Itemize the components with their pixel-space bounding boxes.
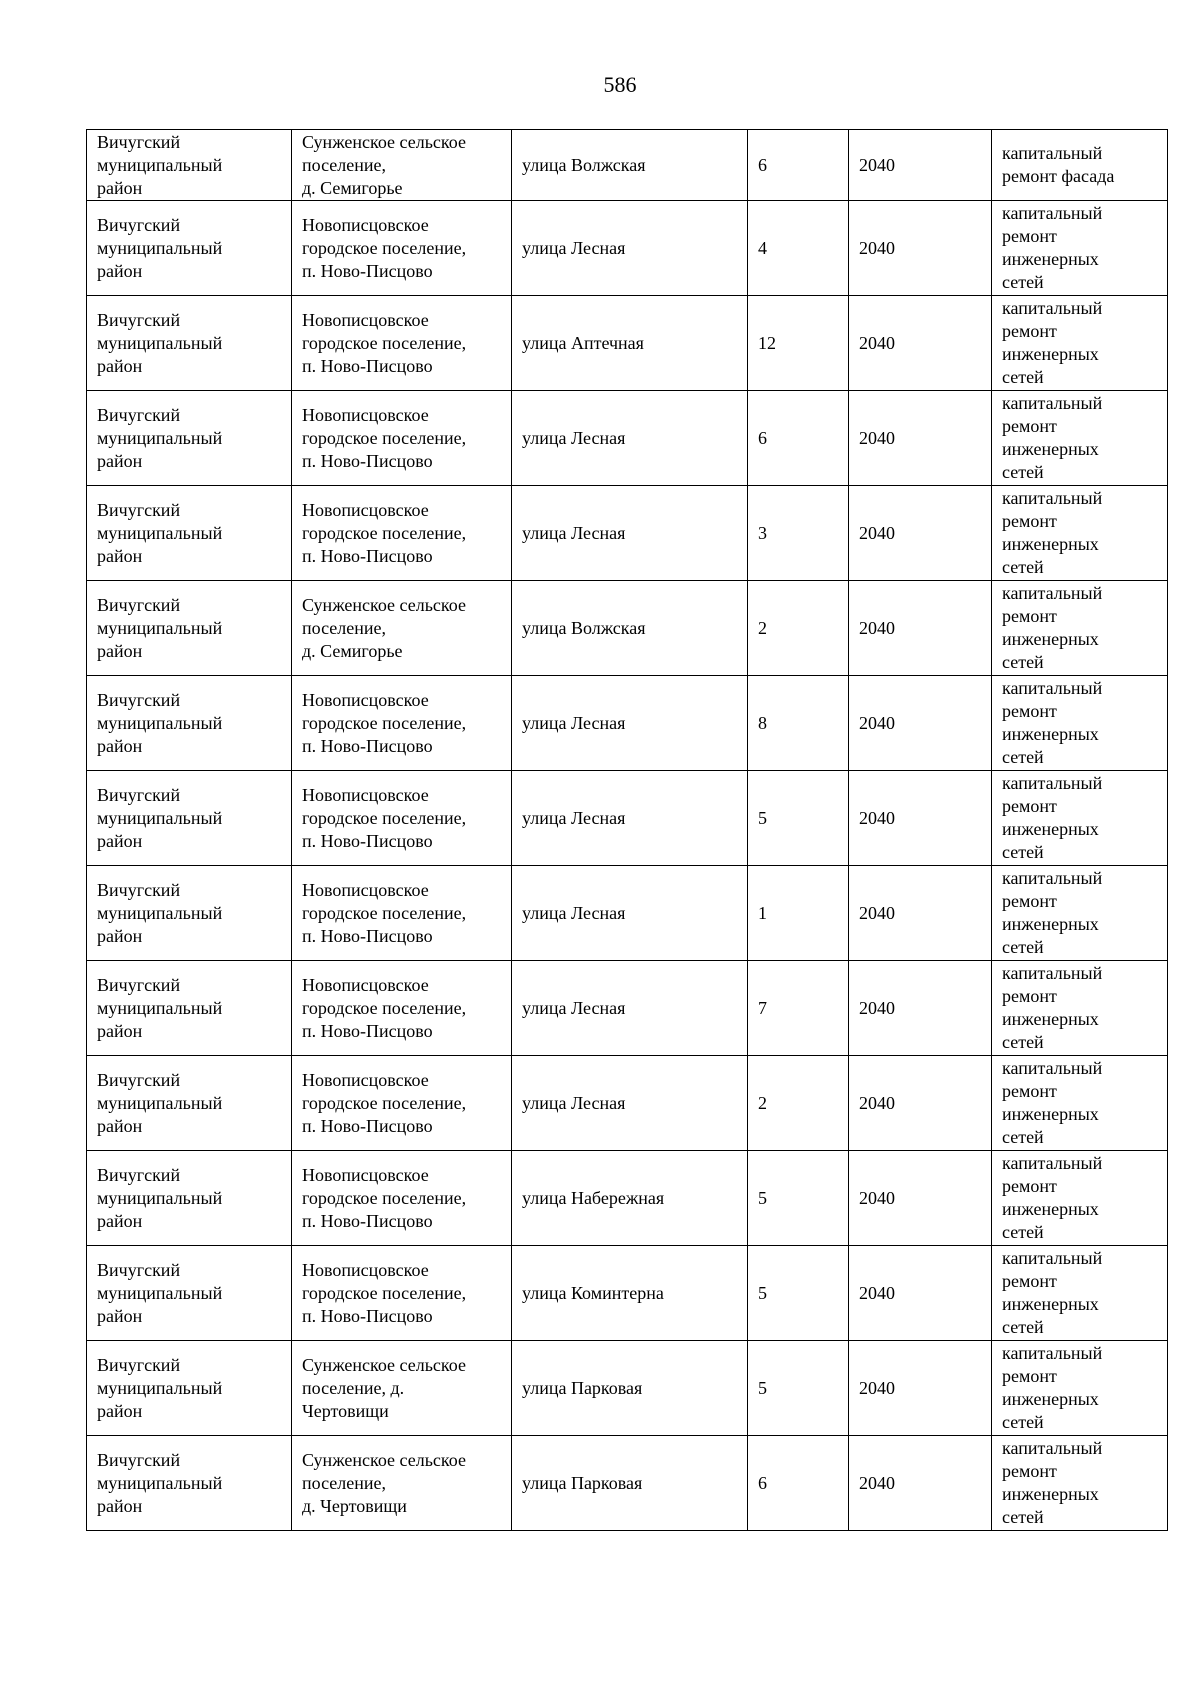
settlement-cell — [292, 676, 512, 771]
house-number-cell-text: 1 — [758, 902, 767, 923]
year-cell — [849, 1436, 992, 1531]
house-number-cell — [748, 1436, 849, 1531]
settlement-cell-text: Новописцовское городское поселение, п. Ново-Писцово — [302, 784, 467, 851]
settlement-cell-text: Сунженское сельское поселение, д. Чертовищи — [302, 1354, 466, 1421]
table-row — [87, 201, 1168, 296]
district-cell — [87, 296, 292, 391]
work-type-cell-text: капитальный ремонт инженерных сетей — [1002, 488, 1103, 577]
work-type-cell — [992, 391, 1168, 486]
settlement-cell-text: Новописцовское городское поселение, п. Ново-Писцово — [302, 974, 467, 1041]
district-cell-text: Вичугский муниципальный район — [97, 499, 223, 566]
work-type-cell-text: капитальный ремонт инженерных сетей — [1002, 868, 1103, 957]
district-cell-text: Вичугский муниципальный район — [97, 1354, 223, 1421]
district-cell — [87, 771, 292, 866]
work-type-cell-text: капитальный ремонт инженерных сетей — [1002, 1248, 1103, 1337]
house-number-cell-text: 6 — [758, 427, 767, 448]
table-row — [87, 296, 1168, 391]
year-cell-text: 2040 — [859, 154, 895, 175]
settlement-cell-text: Новописцовское городское поселение, п. Ново-Писцово — [302, 689, 467, 756]
street-cell — [512, 961, 748, 1056]
house-number-cell-text: 2 — [758, 617, 767, 638]
street-cell-text: улица Лесная — [522, 522, 626, 543]
year-cell — [849, 296, 992, 391]
work-type-cell — [992, 1246, 1168, 1341]
district-cell-text: Вичугский муниципальный район — [97, 784, 223, 851]
district-cell — [87, 1151, 292, 1246]
work-type-cell — [992, 961, 1168, 1056]
table-row — [87, 866, 1168, 961]
work-type-cell-text: капитальный ремонт инженерных сетей — [1002, 1058, 1103, 1147]
settlement-cell-text: Новописцовское городское поселение, п. Ново-Писцово — [302, 499, 467, 566]
district-cell-text: Вичугский муниципальный район — [97, 1069, 223, 1136]
table-row — [87, 1056, 1168, 1151]
district-cell-text: Вичугский муниципальный район — [97, 1259, 223, 1326]
house-number-cell-text: 5 — [758, 1187, 767, 1208]
district-cell-text: Вичугский муниципальный район — [97, 974, 223, 1041]
year-cell-text: 2040 — [859, 617, 895, 638]
street-cell-text: улица Аптечная — [522, 332, 644, 353]
settlement-cell — [292, 486, 512, 581]
year-cell-text: 2040 — [859, 237, 895, 258]
year-cell — [849, 201, 992, 296]
table-row — [87, 1341, 1168, 1436]
table-row — [87, 581, 1168, 676]
year-cell — [849, 866, 992, 961]
house-number-cell-text: 2 — [758, 1092, 767, 1113]
table-row — [87, 1246, 1168, 1341]
street-cell-text: улица Волжская — [522, 154, 646, 175]
house-number-cell — [748, 1151, 849, 1246]
district-cell-text: Вичугский муниципальный район — [97, 1164, 223, 1231]
district-cell — [87, 676, 292, 771]
settlement-cell-text: Сунженское сельское поселение, д. Чертовищи — [302, 1449, 466, 1516]
settlement-cell — [292, 1436, 512, 1531]
settlement-cell-text: Сунженское сельское поселение, д. Семигорье — [302, 131, 466, 198]
year-cell-text: 2040 — [859, 807, 895, 828]
settlement-cell — [292, 581, 512, 676]
settlement-cell-text: Новописцовское городское поселение, п. Ново-Писцово — [302, 309, 467, 376]
street-cell — [512, 1436, 748, 1531]
district-cell — [87, 1436, 292, 1531]
work-type-cell-text: капитальный ремонт инженерных сетей — [1002, 1343, 1103, 1432]
district-cell-text: Вичугский муниципальный район — [97, 689, 223, 756]
settlement-cell-text: Новописцовское городское поселение, п. Ново-Писцово — [302, 214, 467, 281]
work-type-cell-text: капитальный ремонт инженерных сетей — [1002, 203, 1103, 292]
street-cell — [512, 866, 748, 961]
house-number-cell — [748, 1246, 849, 1341]
district-cell-text: Вичугский муниципальный район — [97, 214, 223, 281]
district-cell — [87, 1246, 292, 1341]
street-cell — [512, 486, 748, 581]
settlement-cell-text: Новописцовское городское поселение, п. Ново-Писцово — [302, 1164, 467, 1231]
district-cell-text: Вичугский муниципальный район — [97, 404, 223, 471]
street-cell-text: улица Парковая — [522, 1377, 643, 1398]
year-cell-text: 2040 — [859, 332, 895, 353]
street-cell — [512, 1056, 748, 1151]
settlement-cell — [292, 201, 512, 296]
table-row — [87, 130, 1168, 201]
settlement-cell — [292, 961, 512, 1056]
house-number-cell-text: 12 — [758, 332, 776, 353]
street-cell-text: улица Лесная — [522, 427, 626, 448]
work-type-cell — [992, 1151, 1168, 1246]
settlement-cell — [292, 1151, 512, 1246]
district-cell — [87, 1056, 292, 1151]
year-cell — [849, 1246, 992, 1341]
housing-repair-table — [86, 129, 1168, 1531]
year-cell-text: 2040 — [859, 1377, 895, 1398]
table-row — [87, 676, 1168, 771]
street-cell — [512, 391, 748, 486]
table-row — [87, 1151, 1168, 1246]
work-type-cell-text: капитальный ремонт инженерных сетей — [1002, 298, 1103, 387]
district-cell — [87, 486, 292, 581]
street-cell — [512, 771, 748, 866]
district-cell-text: Вичугский муниципальный район — [97, 131, 223, 198]
year-cell — [849, 486, 992, 581]
year-cell — [849, 771, 992, 866]
settlement-cell-text: Сунженское сельское поселение, д. Семигорье — [302, 594, 466, 661]
street-cell-text: улица Парковая — [522, 1472, 643, 1493]
work-type-cell — [992, 1436, 1168, 1531]
street-cell — [512, 1151, 748, 1246]
settlement-cell-text: Новописцовское городское поселение, п. Ново-Писцово — [302, 1259, 467, 1326]
district-cell — [87, 391, 292, 486]
year-cell-text: 2040 — [859, 997, 895, 1018]
work-type-cell-text: капитальный ремонт фасада — [1002, 143, 1115, 186]
street-cell-text: улица Лесная — [522, 1092, 626, 1113]
house-number-cell — [748, 296, 849, 391]
work-type-cell — [992, 581, 1168, 676]
settlement-cell — [292, 1056, 512, 1151]
house-number-cell-text: 5 — [758, 1377, 767, 1398]
street-cell — [512, 676, 748, 771]
settlement-cell — [292, 130, 512, 201]
year-cell-text: 2040 — [859, 1092, 895, 1113]
street-cell — [512, 1246, 748, 1341]
table-row — [87, 391, 1168, 486]
street-cell-text: улица Лесная — [522, 237, 626, 258]
street-cell-text: улица Лесная — [522, 902, 626, 923]
settlement-cell — [292, 1246, 512, 1341]
year-cell — [849, 1056, 992, 1151]
district-cell — [87, 866, 292, 961]
district-cell — [87, 1341, 292, 1436]
year-cell-text: 2040 — [859, 427, 895, 448]
house-number-cell-text: 7 — [758, 997, 767, 1018]
work-type-cell — [992, 201, 1168, 296]
work-type-cell — [992, 1341, 1168, 1436]
street-cell-text: улица Набережная — [522, 1187, 665, 1208]
table-body — [87, 130, 1168, 1531]
year-cell — [849, 1151, 992, 1246]
house-number-cell-text: 8 — [758, 712, 767, 733]
work-type-cell-text: капитальный ремонт инженерных сетей — [1002, 773, 1103, 862]
street-cell — [512, 201, 748, 296]
house-number-cell-text: 5 — [758, 1282, 767, 1303]
house-number-cell — [748, 961, 849, 1056]
table-row — [87, 1436, 1168, 1531]
year-cell-text: 2040 — [859, 1187, 895, 1208]
table-row — [87, 961, 1168, 1056]
work-type-cell — [992, 771, 1168, 866]
table-row — [87, 771, 1168, 866]
settlement-cell-text: Новописцовское городское поселение, п. Ново-Писцово — [302, 1069, 467, 1136]
year-cell — [849, 676, 992, 771]
year-cell — [849, 391, 992, 486]
year-cell-text: 2040 — [859, 902, 895, 923]
work-type-cell — [992, 130, 1168, 201]
work-type-cell-text: капитальный ремонт инженерных сетей — [1002, 583, 1103, 672]
district-cell-text: Вичугский муниципальный район — [97, 1449, 223, 1516]
house-number-cell — [748, 201, 849, 296]
work-type-cell — [992, 676, 1168, 771]
work-type-cell-text: капитальный ремонт инженерных сетей — [1002, 1153, 1103, 1242]
house-number-cell — [748, 676, 849, 771]
house-number-cell — [748, 581, 849, 676]
house-number-cell — [748, 1056, 849, 1151]
street-cell-text: улица Коминтерна — [522, 1282, 664, 1303]
work-type-cell — [992, 296, 1168, 391]
house-number-cell — [748, 391, 849, 486]
year-cell — [849, 1341, 992, 1436]
year-cell-text: 2040 — [859, 712, 895, 733]
settlement-cell-text: Новописцовское городское поселение, п. Ново-Писцово — [302, 879, 467, 946]
house-number-cell-text: 6 — [758, 1472, 767, 1493]
table-row — [87, 486, 1168, 581]
district-cell — [87, 961, 292, 1056]
house-number-cell-text: 3 — [758, 522, 767, 543]
work-type-cell-text: капитальный ремонт инженерных сетей — [1002, 963, 1103, 1052]
street-cell — [512, 130, 748, 201]
house-number-cell — [748, 486, 849, 581]
year-cell — [849, 581, 992, 676]
page-number: 586 — [603, 72, 637, 97]
house-number-cell — [748, 1341, 849, 1436]
year-cell — [849, 961, 992, 1056]
settlement-cell — [292, 866, 512, 961]
settlement-cell — [292, 296, 512, 391]
district-cell-text: Вичугский муниципальный район — [97, 594, 223, 661]
street-cell — [512, 581, 748, 676]
house-number-cell — [748, 130, 849, 201]
work-type-cell — [992, 866, 1168, 961]
district-cell — [87, 201, 292, 296]
street-cell — [512, 1341, 748, 1436]
settlement-cell — [292, 1341, 512, 1436]
year-cell-text: 2040 — [859, 1472, 895, 1493]
work-type-cell-text: капитальный ремонт инженерных сетей — [1002, 678, 1103, 767]
house-number-cell-text: 6 — [758, 154, 767, 175]
year-cell-text: 2040 — [859, 1282, 895, 1303]
house-number-cell-text: 5 — [758, 807, 767, 828]
street-cell-text: улица Волжская — [522, 617, 646, 638]
district-cell-text: Вичугский муниципальный район — [97, 879, 223, 946]
district-cell — [87, 130, 292, 201]
house-number-cell-text: 4 — [758, 237, 767, 258]
work-type-cell-text: капитальный ремонт инженерных сетей — [1002, 1438, 1103, 1527]
street-cell-text: улица Лесная — [522, 712, 626, 733]
settlement-cell-text: Новописцовское городское поселение, п. Ново-Писцово — [302, 404, 467, 471]
street-cell-text: улица Лесная — [522, 997, 626, 1018]
year-cell — [849, 130, 992, 201]
street-cell — [512, 296, 748, 391]
house-number-cell — [748, 866, 849, 961]
district-cell-text: Вичугский муниципальный район — [97, 309, 223, 376]
settlement-cell — [292, 391, 512, 486]
work-type-cell — [992, 1056, 1168, 1151]
work-type-cell-text: капитальный ремонт инженерных сетей — [1002, 393, 1103, 482]
house-number-cell — [748, 771, 849, 866]
year-cell-text: 2040 — [859, 522, 895, 543]
settlement-cell — [292, 771, 512, 866]
work-type-cell — [992, 486, 1168, 581]
district-cell — [87, 581, 292, 676]
street-cell-text: улица Лесная — [522, 807, 626, 828]
